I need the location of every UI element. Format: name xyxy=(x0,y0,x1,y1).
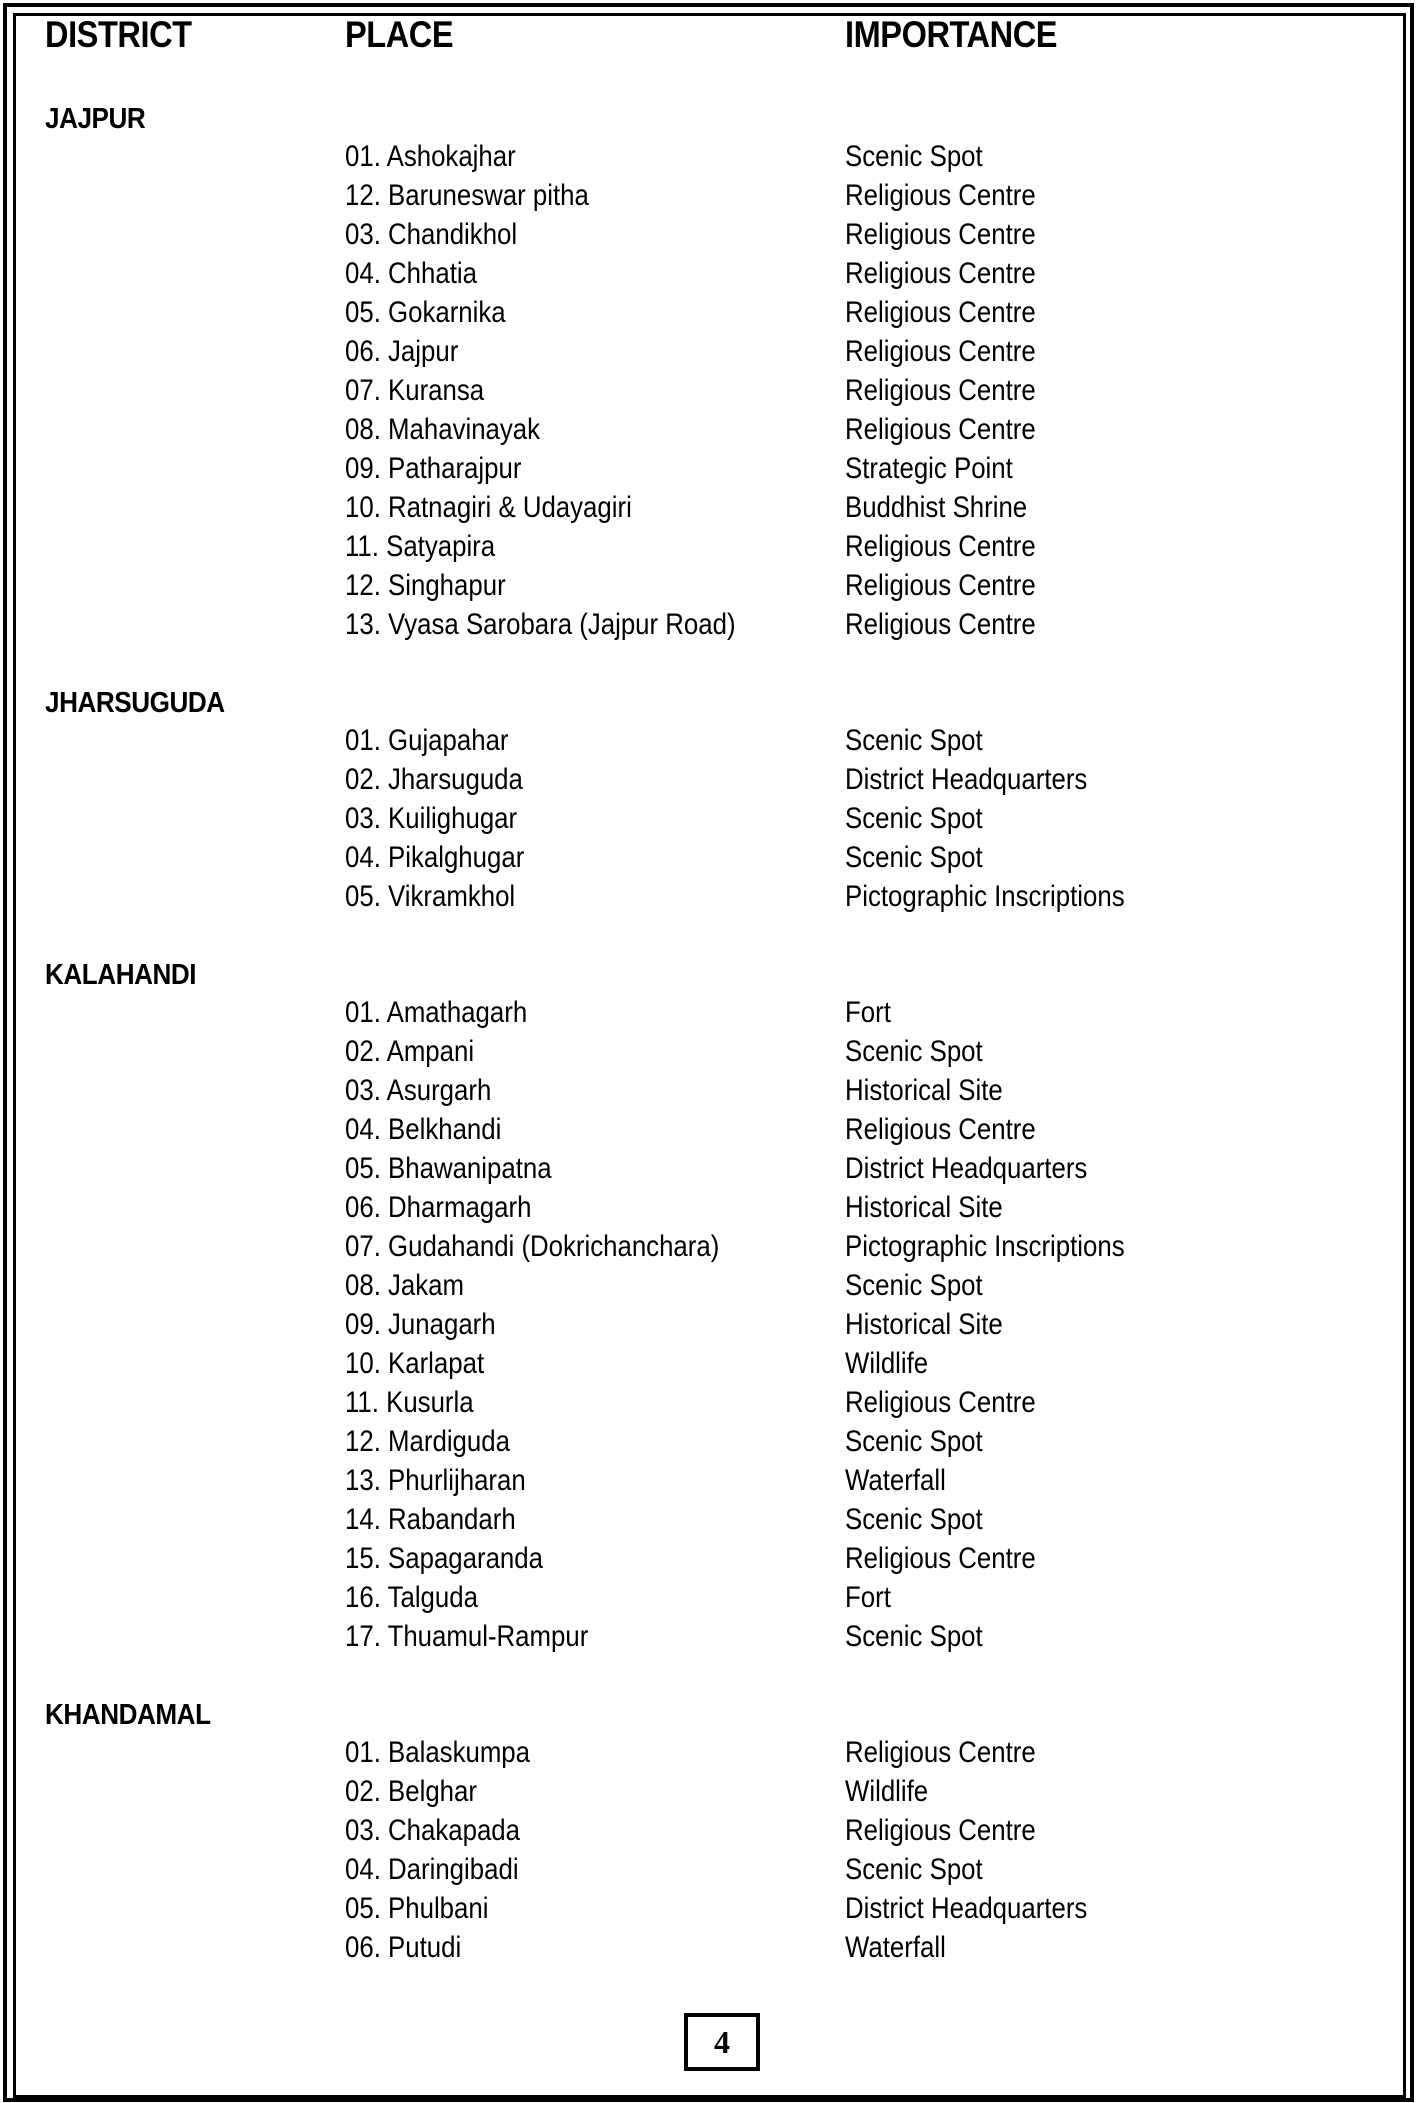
page-number xyxy=(684,2013,760,2071)
place-name: 13. Vyasa Sarobara (Jajpur Road) xyxy=(345,608,736,641)
place-importance: Fort xyxy=(845,1581,891,1614)
place-importance: Pictographic Inscriptions xyxy=(845,1230,1125,1263)
place-row xyxy=(0,176,1417,215)
district-name: JHARSUGUDA xyxy=(45,687,225,719)
place-row xyxy=(0,1305,1417,1344)
place-importance: Religious Centre xyxy=(845,218,1036,251)
place-row xyxy=(0,371,1417,410)
place-importance: Religious Centre xyxy=(845,530,1036,563)
place-importance: Religious Centre xyxy=(845,1814,1036,1847)
place-name: 03. Chakapada xyxy=(345,1814,521,1847)
place-row xyxy=(0,1733,1417,1772)
place-name: 07. Gudahandi (Dokrichanchara) xyxy=(345,1230,720,1263)
place-importance: Religious Centre xyxy=(845,335,1036,368)
place-row xyxy=(0,605,1417,644)
place-importance: Scenic Spot xyxy=(845,1853,983,1886)
place-importance: Scenic Spot xyxy=(845,140,983,173)
place-importance: Scenic Spot xyxy=(845,1503,983,1536)
place-name: 05. Gokarnika xyxy=(345,296,506,329)
place-row xyxy=(0,1811,1417,1850)
place-importance: Scenic Spot xyxy=(845,802,983,835)
place-row xyxy=(0,1188,1417,1227)
place-name: 08. Mahavinayak xyxy=(345,413,541,446)
place-importance: Religious Centre xyxy=(845,1113,1036,1146)
place-name: 07. Kuransa xyxy=(345,374,485,407)
place-importance: Religious Centre xyxy=(845,257,1036,290)
header-importance: IMPORTANCE xyxy=(845,14,1058,55)
place-name: 04. Daringibadi xyxy=(345,1853,519,1886)
place-name: 02. Jharsuguda xyxy=(345,763,523,796)
place-importance: Religious Centre xyxy=(845,374,1036,407)
place-name: 04. Belkhandi xyxy=(345,1113,502,1146)
place-name: 17. Thuamul-Rampur xyxy=(345,1620,589,1653)
place-row xyxy=(0,1266,1417,1305)
place-importance: Religious Centre xyxy=(845,1736,1036,1769)
header-place: PLACE xyxy=(345,14,454,55)
place-row xyxy=(0,1227,1417,1266)
place-row xyxy=(0,760,1417,799)
place-importance: Scenic Spot xyxy=(845,1620,983,1653)
place-importance: District Headquarters xyxy=(845,1892,1088,1925)
district-heading xyxy=(0,1691,1417,1733)
section-gap xyxy=(0,1656,1417,1691)
place-name: 01. Ashokajhar xyxy=(345,140,516,173)
place-row xyxy=(0,1772,1417,1811)
place-importance: Historical Site xyxy=(845,1191,1003,1224)
place-importance: Scenic Spot xyxy=(845,724,983,757)
place-name: 12. Baruneswar pitha xyxy=(345,179,589,212)
place-row xyxy=(0,137,1417,176)
place-name: 08. Jakam xyxy=(345,1269,465,1302)
place-name: 11. Kusurla xyxy=(345,1386,474,1419)
district-section xyxy=(0,951,1417,1691)
place-row xyxy=(0,877,1417,916)
place-row xyxy=(0,721,1417,760)
place-importance: District Headquarters xyxy=(845,1152,1088,1185)
place-importance: Waterfall xyxy=(845,1464,946,1497)
place-name: 03. Asurgarh xyxy=(345,1074,492,1107)
place-name: 06. Jajpur xyxy=(345,335,459,368)
place-importance: Religious Centre xyxy=(845,569,1036,602)
place-name: 06. Putudi xyxy=(345,1931,462,1964)
place-importance: Religious Centre xyxy=(845,1386,1036,1419)
place-row xyxy=(0,1032,1417,1071)
place-importance: Historical Site xyxy=(845,1074,1003,1107)
place-name: 02. Belghar xyxy=(345,1775,477,1808)
place-name: 12. Mardiguda xyxy=(345,1425,510,1458)
place-name: 10. Ratnagiri & Udayagiri xyxy=(345,491,632,524)
place-row xyxy=(0,1500,1417,1539)
district-heading xyxy=(0,95,1417,137)
place-name: 12. Singhapur xyxy=(345,569,506,602)
place-importance: Pictographic Inscriptions xyxy=(845,880,1125,913)
page-number-text: 4 xyxy=(714,2023,730,2060)
place-importance: District Headquarters xyxy=(845,763,1088,796)
place-name: 09. Junagarh xyxy=(345,1308,496,1341)
place-importance: Fort xyxy=(845,996,891,1029)
place-name: 11. Satyapira xyxy=(345,530,496,563)
place-row xyxy=(0,1889,1417,1928)
place-row xyxy=(0,1928,1417,1967)
place-name: 13. Phurlijharan xyxy=(345,1464,526,1497)
place-row xyxy=(0,254,1417,293)
place-name: 01. Balaskumpa xyxy=(345,1736,531,1769)
place-row xyxy=(0,1539,1417,1578)
place-row xyxy=(0,1110,1417,1149)
place-row xyxy=(0,1578,1417,1617)
place-name: 02. Ampani xyxy=(345,1035,475,1068)
place-row xyxy=(0,1071,1417,1110)
place-importance: Buddhist Shrine xyxy=(845,491,1028,524)
place-row xyxy=(0,838,1417,877)
place-importance: Religious Centre xyxy=(845,296,1036,329)
place-importance: Religious Centre xyxy=(845,179,1036,212)
place-importance: Scenic Spot xyxy=(845,841,983,874)
place-importance: Religious Centre xyxy=(845,1542,1036,1575)
section-gap xyxy=(0,644,1417,679)
place-row xyxy=(0,1344,1417,1383)
place-row xyxy=(0,293,1417,332)
header-district: DISTRICT xyxy=(45,14,192,55)
place-row xyxy=(0,449,1417,488)
place-importance: Scenic Spot xyxy=(845,1035,983,1068)
district-name: KHANDAMAL xyxy=(45,1699,211,1731)
place-row xyxy=(0,1149,1417,1188)
place-name: 05. Vikramkhol xyxy=(345,880,516,913)
section-gap xyxy=(0,916,1417,951)
district-heading xyxy=(0,951,1417,993)
place-row xyxy=(0,799,1417,838)
place-importance: Scenic Spot xyxy=(845,1425,983,1458)
place-row xyxy=(0,215,1417,254)
place-name: 15. Sapagaranda xyxy=(345,1542,543,1575)
place-row xyxy=(0,488,1417,527)
place-importance: Scenic Spot xyxy=(845,1269,983,1302)
place-importance: Religious Centre xyxy=(845,608,1036,641)
place-name: 16. Talguda xyxy=(345,1581,478,1614)
place-importance: Wildlife xyxy=(845,1347,929,1380)
place-name: 06. Dharmagarh xyxy=(345,1191,532,1224)
place-row xyxy=(0,527,1417,566)
table-header xyxy=(0,14,1417,64)
place-importance: Strategic Point xyxy=(845,452,1013,485)
place-importance: Wildlife xyxy=(845,1775,929,1808)
place-row xyxy=(0,1383,1417,1422)
place-row xyxy=(0,332,1417,371)
place-name: 04. Chhatia xyxy=(345,257,477,290)
place-importance: Waterfall xyxy=(845,1931,946,1964)
district-section xyxy=(0,1691,1417,1967)
place-name: 03. Chandikhol xyxy=(345,218,518,251)
place-row xyxy=(0,410,1417,449)
place-name: 05. Bhawanipatna xyxy=(345,1152,552,1185)
place-name: 09. Patharajpur xyxy=(345,452,522,485)
district-name: KALAHANDI xyxy=(45,959,197,991)
place-importance: Religious Centre xyxy=(845,413,1036,446)
place-name: 10. Karlapat xyxy=(345,1347,485,1380)
district-name: JAJPUR xyxy=(45,103,146,135)
place-row xyxy=(0,566,1417,605)
place-row xyxy=(0,1461,1417,1500)
district-heading xyxy=(0,679,1417,721)
place-row xyxy=(0,1422,1417,1461)
district-section xyxy=(0,679,1417,951)
district-section xyxy=(0,95,1417,679)
place-name: 14. Rabandarh xyxy=(345,1503,516,1536)
place-row xyxy=(0,1850,1417,1889)
place-name: 03. Kuilighugar xyxy=(345,802,518,835)
place-name: 04. Pikalghugar xyxy=(345,841,525,874)
place-row xyxy=(0,993,1417,1032)
place-importance: Historical Site xyxy=(845,1308,1003,1341)
place-name: 05. Phulbani xyxy=(345,1892,489,1925)
place-name: 01. Gujapahar xyxy=(345,724,509,757)
place-name: 01. Amathagarh xyxy=(345,996,528,1029)
district-table xyxy=(0,95,1417,1967)
place-row xyxy=(0,1617,1417,1656)
